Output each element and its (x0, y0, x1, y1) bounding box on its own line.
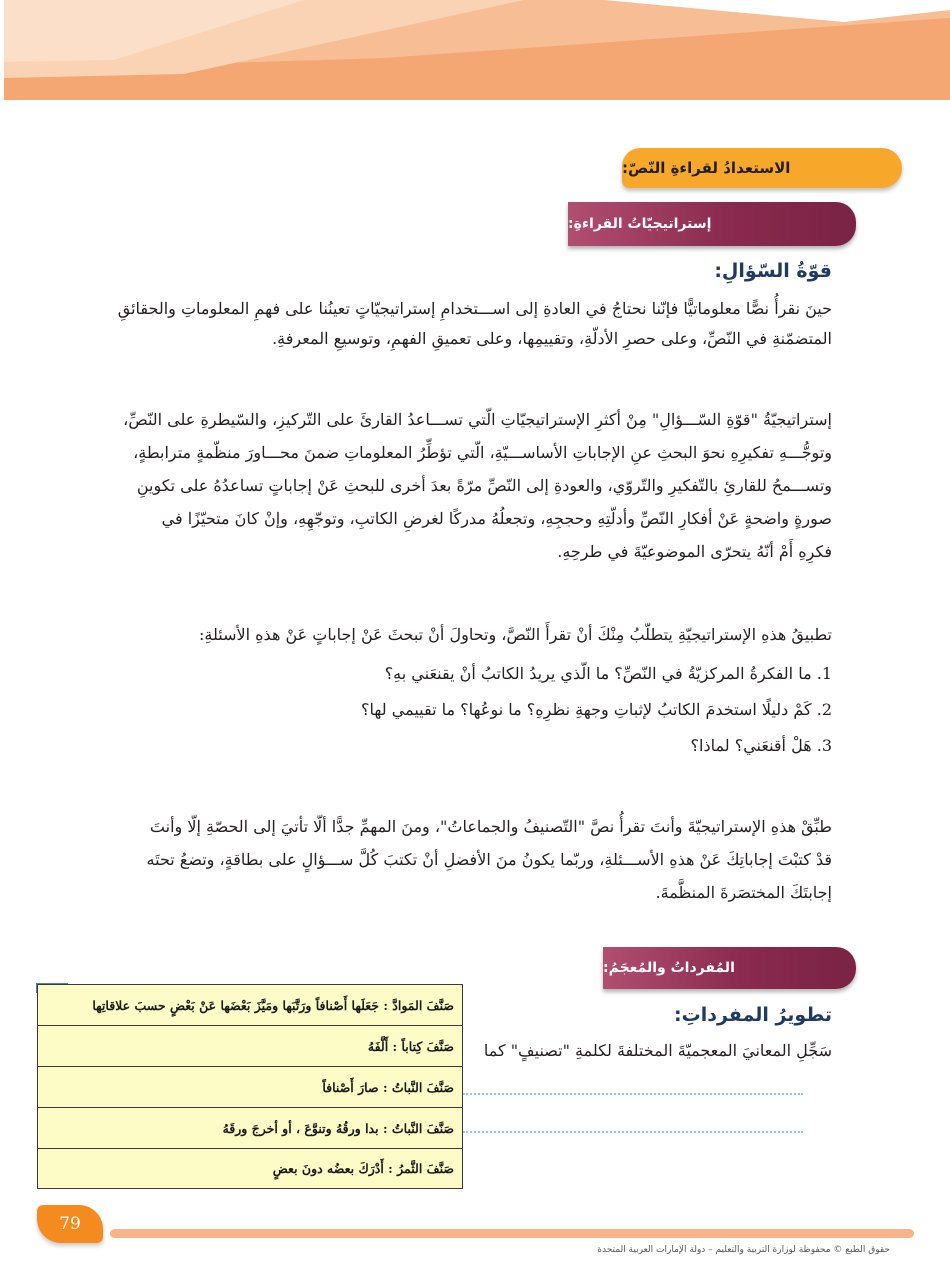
power-of-question-heading: قوّةُ السّؤالِ: (714, 260, 832, 282)
top-banner (4, 0, 950, 100)
dictionary-entry[interactable]: صَنَّفَ النَّباتُ : بدا ورقُهُ وتنوَّعَ ، أو أخرجَ ورقَهُ (38, 1108, 462, 1149)
apply-line: طبِّقْ هذهِ الإستراتيجيّةَ وأنتَ تقرأُ نصَّ "التّصنيفُ والجماعاتُ"، ومنَ المهمِّ جدًّا ألّا تأتيَ إلى الحصّةِ إلّا وأنتَ (149, 817, 832, 836)
question-item: 2. كَمْ دليلًا استخدمَ الكاتبُ لإثباتِ وجهةِ نظرِهِ؟ ما نوعُها؟ ما تقييمي لها؟ (361, 700, 832, 719)
intro-line: حينَ نقرأُ نصًّا معلوماتيًّا فإنّنا نحتاجُ في العادةِ إلى اســـتخدامِ إستراتيجيّاتٍ تعينُنا على فهمِ المعلوماتِ والحقائقِ (117, 299, 832, 318)
page-number-badge (37, 1205, 103, 1243)
copyright-notice: حقوق الطبع © محفوظة لوزارة التربية والتعليم – دولة الإمارات العربية المتحدة (597, 1245, 890, 1255)
footer-bar (110, 1229, 914, 1238)
section-tab-vocabulary-label: المُفرداتُ والمُعجَمُ: (603, 960, 735, 976)
dictionary-entry[interactable]: صَنَّفَ كِتاباً : أَلَّفَهُ (38, 1026, 462, 1067)
strategy-paragraph (102, 403, 832, 568)
dictionary-entry[interactable]: صَنَّفَ النَّباتُ : صارَ أَصْنافاً (38, 1067, 462, 1108)
question-item: 1. ما الفكرةُ المركزيّةُ في النّصِّ؟ ما الّذي يريدُ الكاتبُ أنْ يقنعَني بهِ؟ (384, 664, 832, 683)
section-tab-vocabulary (603, 947, 856, 989)
strategy-line: وتوجُّـــهِ تفكيرِهِ نحوَ البحثِ عنِ الإجاباتِ الأساســـيّةِ، الّتي تؤطِّرُ المعلوماتِ ضمنَ محـــاورَ منظّمةٍ مترابطةٍ، (133, 443, 832, 462)
dictionary-popup[interactable] (37, 984, 463, 1189)
application-instruction: تطبيقُ هذهِ الإستراتيجيّةِ يتطلّبُ مِنْكَ أنْ تقرأَ النّصَّ، وتحاولَ أنْ تبحثَ عَنْ إجاباتٍ عَنْ هذهِ الأسئلةِ: (199, 625, 832, 644)
section-tab-reading-strategies (568, 202, 856, 246)
section-tab-preparation (622, 148, 902, 188)
intro-line: المتضمّنةِ في النّصِّ، وعلى حصرِ الأدلّةِ، وتقييمِها، وعلى تعميقِ الفهمِ، وتوسيعِ المعرفةِ. (272, 329, 832, 348)
vocabulary-instruction: سَجِّلِ المعانيَ المعجميّةَ المختلفةَ لكلمةِ "تصنيفٍ" كما (483, 1041, 832, 1060)
dictionary-entry[interactable]: صَنَّفَ المَوادَّ : جَعَلَها أَصْنافاً ورَتَّبَها ومَيَّزَ بَعْضَها عَنْ بَعْضٍ حسبَ علاقاتِها (38, 985, 462, 1026)
apply-line: قدْ كتبْتَ إجاباتِكَ عَنْ هذهِ الأســـئلةِ، وربّما يكونُ منَ الأفضلِ أنْ تكتبَ كُلَّ ســـؤالٍ على بطاقةٍ، وتضعُ تحتَه (146, 850, 832, 869)
dictionary-entry[interactable]: صَنَّفَ الثَّمرُ : أَدْرَكَ بعضُه دونَ بعضٍ (272, 1161, 454, 1176)
section-tab-reading-strategies-label: إستراتيجيّاتُ القراءةِ: (568, 216, 712, 232)
vocabulary-development-heading: تطويرُ المفرداتِ: (674, 1004, 832, 1026)
apply-paragraph (102, 810, 832, 909)
strategy-line: صورةٍ واضحةٍ عَنْ أفكارِ النّصِّ وأدلّتِهِ وحججِهِ، وتجعلُهُ مدركًا لغرضِ الكاتبِ، وتوجّهِهِ، وإنْ كانَ متحيّزًا في (161, 509, 832, 528)
page-number: 79 (59, 1214, 81, 1234)
section-tab-preparation-label: الاستعدادُ لقراءةِ النّصّ: (622, 159, 791, 177)
strategy-line: فكرِهِ أَمْ أنّهُ يتحرّى الموضوعيّةَ في طرحِهِ. (557, 542, 832, 561)
intro-paragraph (102, 294, 832, 354)
strategy-line: وتســـمحُ للقارئِ بالتّفكيرِ والتّروّي، والعودةِ إلى النّصِّ مرّةً بعدَ أخرى للبحثِ عَنْ إجاباتٍ تساعدُهُ على تكوينِ (136, 476, 832, 495)
strategy-line: إستراتيجيّةُ "قوّةِ السّـــؤالِ" مِنْ أكثرِ الإستراتيجيّاتِ الّتي تســـاعدُ القارئَ على التّركيزِ، والسّيطرةِ على النّصِّ، (123, 410, 832, 429)
answer-line[interactable] (463, 1131, 803, 1133)
question-item: 3. هَلْ أقنعَني؟ لماذا؟ (690, 736, 832, 755)
answer-line[interactable] (463, 1093, 803, 1095)
apply-line: إجابتَكَ المختصَرةَ المنظَّمةَ. (655, 883, 832, 902)
